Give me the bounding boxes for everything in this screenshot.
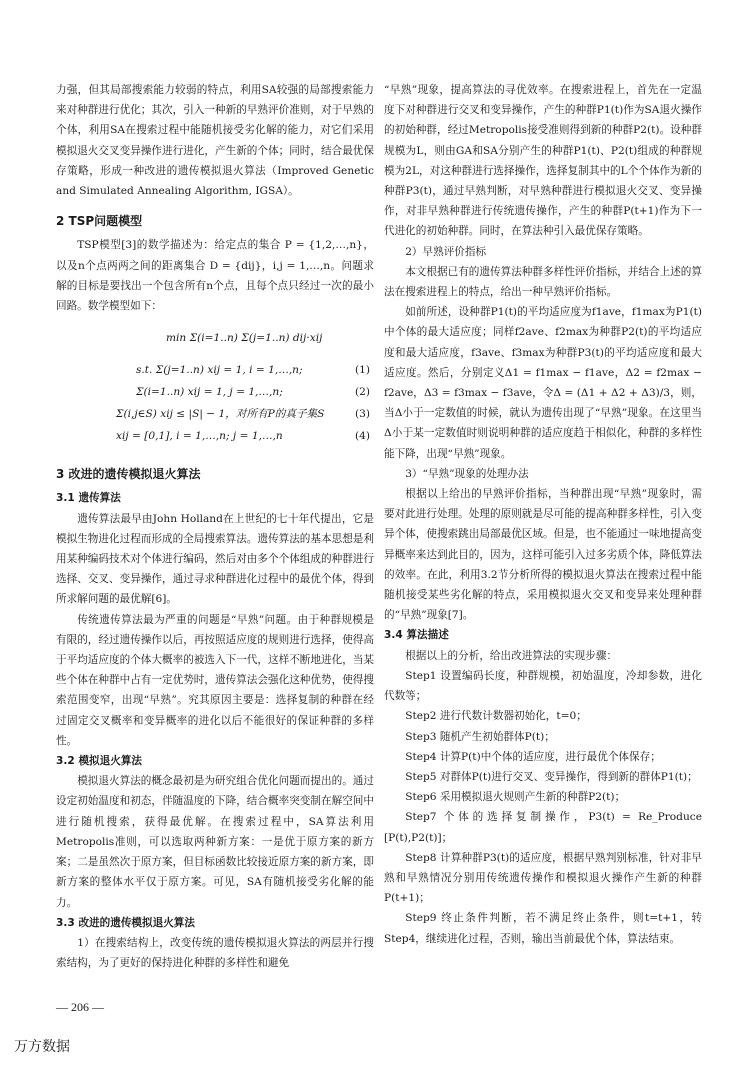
premature-index-heading: 2）早熟评价指标 [405, 245, 487, 258]
premature-handling-paragraph: 根据以上给出的早熟评价指标，当种群出现“早熟”现象时，需要对此进行处理。处理的原则就是尽可能的提高种群多样性，引入变异个体，使搜索跳出局部最优区域。但是，也不能通过一味地提高变异概率来达到此目的，因为，这样可能引入过多劣质个体，降低算法的效率。在此，利用3.2节分析所得的模拟退火算法在搜索过程中能随机接受某些劣化解的特点，采用模拟退火交叉和变异来处理种群的“早熟”现象[7]。 [384, 488, 702, 622]
premature-index-definition: 如前所述，设种群P1(t)的平均适应度为f1ave，f1max为P1(t)中个体的最大适应度；同样f2ave、f2max为种群P2(t)的平均适应度和最大适应度，f3ave、f3max为种群P3(t)的平均适应度和最大适应度。然后，分别定义Δ1 = f1max − f1ave，Δ2 = f2max − f2ave，Δ3 = f3max − f3ave，令Δ = (Δ1 + Δ2 + Δ3)/3，则，当Δ小于一定数值的时候，就认为遗传出现了“早熟”现象。在这里当Δ小于某一定数值时则说明种群的适应度趋于相似化，种群的多样性能下降，出现“早熟”现象。 [384, 306, 702, 460]
objective-equation: min Σ(i=1..n) Σ(j=1..n) dij·xij [166, 332, 323, 345]
section-3-3-heading: 3.3 改进的遗传模拟退火算法 [56, 916, 195, 929]
constraint-equation-3: Σ(i,j∈S) xij ≤ |S| − 1，对所有P的真子集S (3) [116, 408, 370, 421]
section-3-1-heading: 3.1 遗传算法 [56, 492, 121, 505]
sa-paragraph: 模拟退火算法的概念最初是为研究组合优化问题而提出的。通过设定初始温度和初态，伴随温度的下降，结合概率突变制在解空间中进行随机搜索，获得最优解。在搜索过程中，SA算法利用Metropolis准则，可以选取两种新方案：一是优于原方案的新方案；二是虽然次于原方案，但目标函数比较接近原方案的新方案，即新方案的整体水平仅于原方案。可见，SA有随机接受劣化解的能力。 [56, 775, 374, 909]
left-column [56, 80, 374, 973]
algorithm-intro: 根据以上的分析，给出改进算法的实现步骤： [405, 649, 618, 662]
premature-index-intro: 本文根据已有的遗传算法种群多样性评价指标，并结合上述的算法在搜索进程上的特点，给出一种早熟评价指标。 [384, 265, 702, 299]
section-3-2-heading: 3.2 模拟退火算法 [56, 755, 143, 768]
algorithm-step: Step4 计算P(t)中个体的适应度，进行最优个体保存； [405, 750, 661, 763]
algorithm-step: Step5 对群体P(t)进行交叉、变异操作，得到新的群体P1(t)； [405, 770, 698, 783]
constraint-equation-4: xij = [0,1], i = 1,…,n; j = 1,…,n (4) [116, 430, 370, 443]
igsa-paragraph-1: 1）在搜索结构上，改变传统的遗传模拟退火算法的两层并行搜索结构，为了更好的保持进化种群的多样性和避免 [56, 936, 374, 970]
footer-brand: 万方数据 [14, 1039, 70, 1055]
ga-paragraph-2: 传统遗传算法最为严重的问题是“早熟”问题。由于种群规模是有限的，经过遗传操作以后，再按照适应度的规则进行选择，使得高于平均适应度的个体大概率的被选入下一代，这样不断地进化，当某些个体在种群中占有一定优势时，遗传算法会强化这种优势，使得搜索范围变窄，出现“早熟”。究其原因主要是：选择复制的种群在经过固定交叉概率和变异概率的进化以后不能很好的保证种群的多样性。 [56, 613, 374, 747]
intro-paragraph: 力强，但其局部搜索能力较弱的特点，利用SA较强的局部搜索能力来对种群进行优化；其次，引入一种新的早熟评价准则，对于早熟的个体，利用SA在搜索过程中能随机接受劣化解的能力，对它们采用模拟退火交叉变异操作进行进化，产生新的个体；同时，结合最优保存策略，形成一种改进的遗传模拟退火算法（Improved Genetic and Simulated Annealing Algorithm, IGSA）。 [56, 84, 374, 198]
section-3-heading: 3 改进的遗传模拟退火算法 [56, 467, 201, 482]
algorithm-step: Step2 进行代数计数器初始化，t=0； [405, 710, 587, 723]
premature-handling-heading: 3）“早熟”现象的处理办法 [405, 467, 529, 480]
section-3-4-heading: 3.4 算法描述 [384, 629, 449, 642]
right-column [384, 80, 702, 949]
constraint-equation-1: s.t. Σ(j=1..n) xij = 1, i = 1,…,n; (1) [136, 364, 370, 377]
tsp-description: TSP模型[3]的数学描述为：给定点的集合 P = {1,2,…,n}，以及n个点两两之间的距离集合 D = {dij}，i,j = 1,…,n。问题求解的目标是要找出一个包含所有n个点，且每个点只经过一次的最小回路。数学模型如下： [56, 239, 374, 313]
algorithm-step: Step8 计算种群P3(t)的适应度，根据早熟判别标准，针对非早熟和早熟情况分别用传统遗传操作和模拟退火操作产生新的种群P(t+1)； [384, 851, 702, 905]
algorithm-step: Step9 终止条件判断，若不满足终止条件，则t=t+1，转Step4，继续进化过程，否则，输出当前最优个体，算法结束。 [384, 912, 702, 945]
algorithm-step: Step7 个体的选择复制操作，P3(t) = Re_Produce [P(t),P2(t)]； [384, 811, 702, 844]
ga-paragraph-1: 遗传算法最早由John Holland在上世纪的七十年代提出，它是模拟生物进化过程而形成的全局搜索算法。遗传算法的基本思想是利用某种编码技术对个体进行编码，然后对由多个个体组成的种群进行选择、交叉、变异操作，通过寻求种群进化过程中的最优个体，得到所求解问题的最优解[6]。 [56, 512, 374, 606]
page-number: — 206 — [56, 1000, 104, 1014]
igsa-paragraph-continued: “早熟”现象，提高算法的寻优效率。在搜索进程上，首先在一定温度下对种群进行交叉和变异操作，产生的种群P1(t)作为SA退火操作的初始种群，经过Metropolis接受准则得到新的种群P2(t)。设种群规模为L，则由GA和SA分别产生的种群P1(t)、P2(t)组成的种群规模为2L，对这种群进行选择操作，选择复制其中的L个个体作为新的种群P3(t)，通过早熟判断，对早熟种群进行模拟退火交叉、变异操作，对非早熟种群进行传统遗传操作，产生的种群P(t+1)作为下一代进化的初始种群。同时，在算法种引入最优保存策略。 [384, 84, 702, 238]
algorithm-step: Step3 随机产生初始群体P(t)； [405, 730, 555, 743]
section-2-heading: 2 TSP问题模型 [56, 214, 143, 229]
algorithm-step: Step1 设置编码长度，种群规模，初始温度，冷却参数，进化代数等； [384, 669, 702, 703]
algorithm-step: Step6 采用模拟退火规则产生新的种群P2(t)； [405, 791, 626, 804]
constraint-equation-2: Σ(i=1..n) xij = 1, j = 1,…,n; (2) [136, 386, 370, 399]
